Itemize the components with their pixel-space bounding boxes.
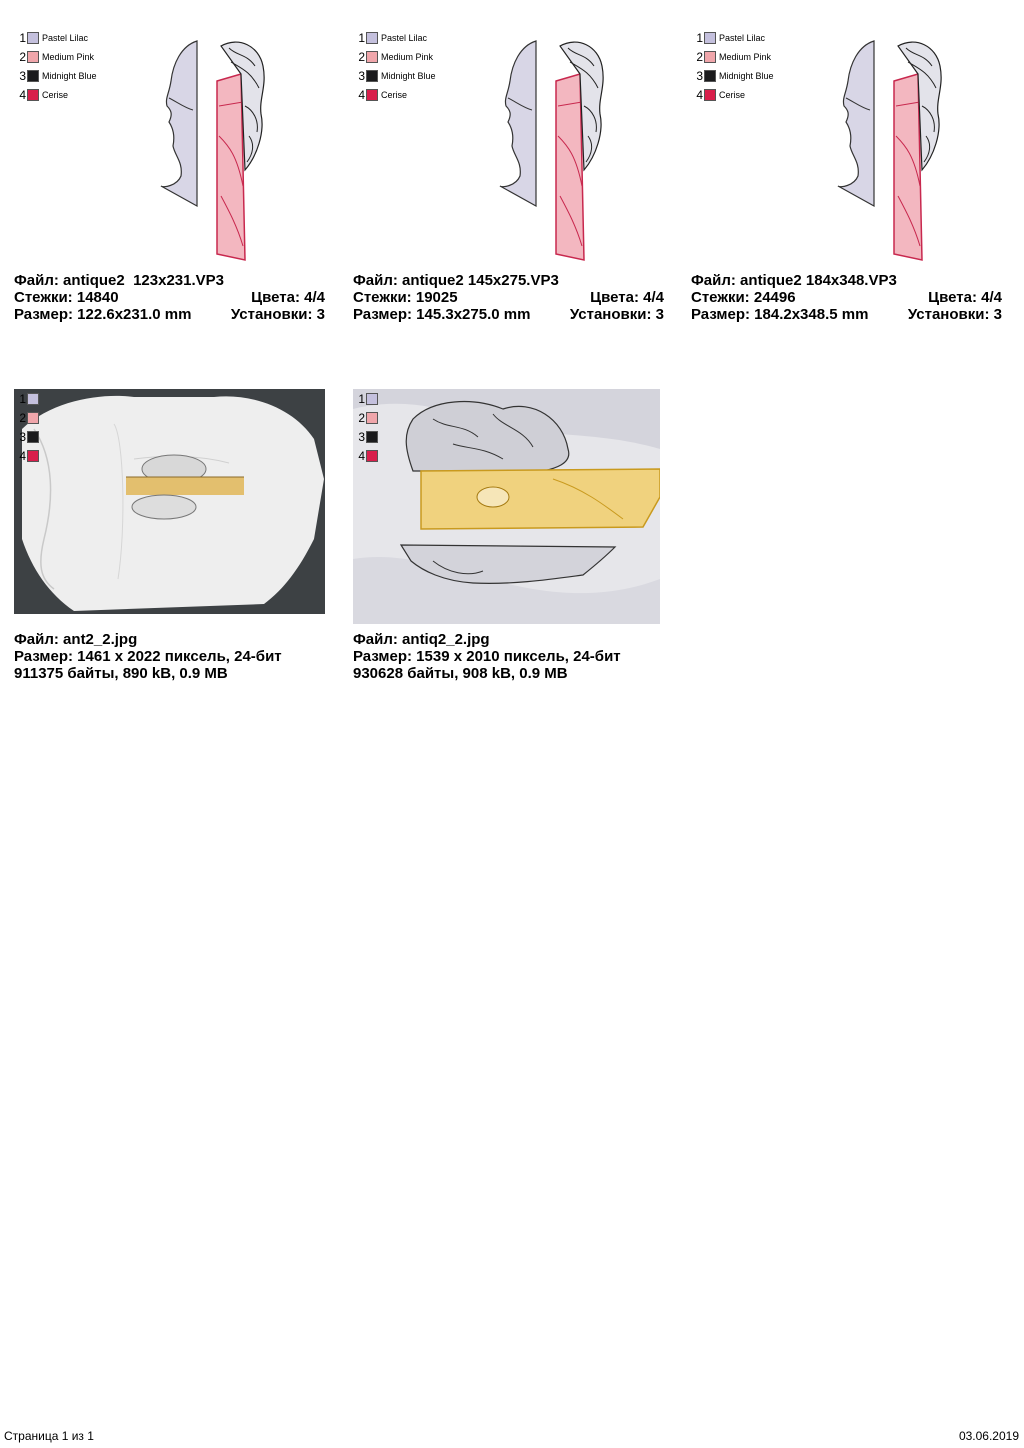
photo-info: [14, 631, 325, 682]
embroidery-preview: [836, 36, 946, 261]
color-swatch: [366, 89, 378, 101]
color-swatch: [366, 51, 378, 63]
legend-item: 4: [353, 446, 378, 465]
photo-card-1: [14, 389, 326, 689]
color-swatch: [366, 70, 378, 82]
color-count: Цвета: 4/4: [928, 289, 1002, 306]
legend-item: 3 Midnight Blue: [696, 68, 774, 83]
color-swatch: [27, 412, 39, 424]
image-size: Размер: 1539 x 2010 пиксель, 24-бит: [353, 648, 621, 665]
legend-item: 4 Cerise: [358, 87, 408, 102]
stitch-count: Стежки: 24496: [691, 289, 796, 306]
color-legend: [353, 389, 378, 465]
legend-item: 3 Midnight Blue: [358, 68, 436, 83]
file-name: Файл: ant2_2.jpg: [14, 631, 138, 648]
color-legend: [14, 389, 39, 465]
color-swatch: [366, 393, 378, 405]
legend-item: 4 Cerise: [19, 87, 69, 102]
design-card-1: [14, 28, 326, 328]
legend-item: 3: [14, 427, 39, 446]
color-swatch: [704, 51, 716, 63]
legend-item: 1 Pastel Lilac: [696, 30, 766, 45]
color-swatch: [366, 450, 378, 462]
photo-card-2: [353, 389, 665, 689]
stitch-count: Стежки: 14840: [14, 289, 119, 306]
color-swatch: [704, 89, 716, 101]
file-name: Файл: antique2 123x231.VP3: [14, 272, 224, 289]
photo-info: [353, 631, 664, 682]
stop-count: Установки: 3: [907, 306, 1002, 323]
legend-item: 1: [14, 389, 39, 408]
design-info: [14, 272, 325, 323]
color-legend: [353, 28, 436, 104]
color-swatch: [27, 89, 39, 101]
stop-count: Установки: 3: [230, 306, 325, 323]
color-count: Цвета: 4/4: [251, 289, 325, 306]
file-bytes: 911375 байты, 890 kB, 0.9 MB: [14, 665, 228, 682]
legend-item: 3: [353, 427, 378, 446]
design-size: Размер: 122.6x231.0 mm: [14, 306, 192, 323]
legend-item: 2: [14, 408, 39, 427]
color-swatch: [27, 393, 39, 405]
design-card-3: [691, 28, 1003, 328]
stop-count: Установки: 3: [569, 306, 664, 323]
color-swatch: [366, 431, 378, 443]
page-number: Страница 1 из 1: [4, 1429, 94, 1443]
color-swatch: [366, 412, 378, 424]
file-name: Файл: antiq2_2.jpg: [353, 631, 490, 648]
legend-item: 2: [353, 408, 378, 427]
image-size: Размер: 1461 x 2022 пиксель, 24-бит: [14, 648, 282, 665]
legend-item: 2 Medium Pink: [19, 49, 95, 64]
color-swatch: [27, 431, 39, 443]
design-size: Размер: 145.3x275.0 mm: [353, 306, 531, 323]
legend-item: 2 Medium Pink: [696, 49, 772, 64]
file-name: Файл: antique2 145x275.VP3: [353, 272, 559, 289]
color-legend: [691, 28, 774, 104]
design-card-2: [353, 28, 665, 328]
design-size: Размер: 184.2x348.5 mm: [691, 306, 869, 323]
design-info: [691, 272, 1002, 323]
color-legend: [14, 28, 97, 104]
legend-item: 4: [14, 446, 39, 465]
tshirt-photo: [14, 389, 325, 614]
color-swatch: [704, 32, 716, 44]
color-swatch: [366, 32, 378, 44]
print-date: 03.06.2019: [958, 1429, 1019, 1443]
color-count: Цвета: 4/4: [590, 289, 664, 306]
legend-item: 1 Pastel Lilac: [358, 30, 428, 45]
color-swatch: [704, 70, 716, 82]
file-name: Файл: antique2 184x348.VP3: [691, 272, 897, 289]
legend-item: 2 Medium Pink: [358, 49, 434, 64]
legend-item: 4 Cerise: [696, 87, 746, 102]
legend-item: 1: [353, 389, 378, 408]
color-swatch: [27, 450, 39, 462]
legend-item: 3 Midnight Blue: [19, 68, 97, 83]
embroidery-preview: [498, 36, 608, 261]
color-swatch: [27, 51, 39, 63]
design-info: [353, 272, 664, 323]
embroidery-closeup-photo: [353, 389, 660, 624]
legend-item: 1 Pastel Lilac: [19, 30, 89, 45]
stitch-count: Стежки: 19025: [353, 289, 458, 306]
color-swatch: [27, 70, 39, 82]
file-bytes: 930628 байты, 908 kB, 0.9 MB: [353, 665, 568, 682]
embroidery-preview: [159, 36, 269, 261]
color-swatch: [27, 32, 39, 44]
